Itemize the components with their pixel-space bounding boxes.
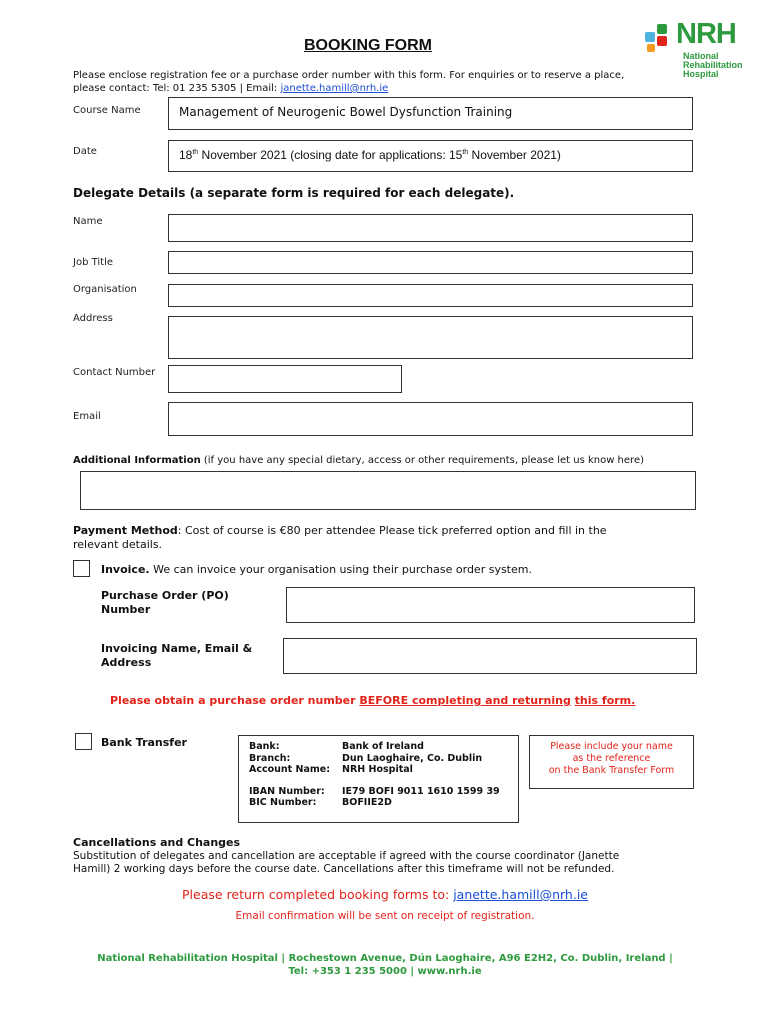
bank-key: Bank: [249,741,280,752]
bank-transfer-checkbox[interactable] [75,733,92,750]
job-title-field[interactable] [168,251,693,274]
job-title-label: Job Title [73,257,114,268]
iban-value: IE79 BOFI 9011 1610 1599 39 [342,785,500,797]
date-field[interactable] [168,140,693,172]
intro-line-2: please contact: Tel: 01 235 5305 | Email: janette.hamill@nrh.ie [73,83,389,94]
logo-sub-3: Hospital [683,69,719,79]
invoicing-details-label: Invoicing Name, Email & Address [101,642,253,669]
return-instructions: Please return completed booking forms to: janette.hamill@nrh.ie [182,887,588,902]
po-warning: Please obtain a purchase order number BEFORE completing and returning this form. [110,694,636,707]
logo-sub-1: National [683,51,719,61]
course-name-field[interactable] [168,97,693,130]
additional-info-field[interactable] [80,471,696,510]
email-confirmation-note: Email confirmation will be sent on receipt of registration. [235,910,535,922]
organisation-label: Organisation [73,284,137,295]
logo-wordmark: NRH [676,18,736,50]
nrh-logo-icon [643,22,677,54]
bank-details-box [238,735,519,823]
payment-method-text: Payment Method: Cost of course is €80 per attendee Please tick preferred option and fill in the relevant details. [73,524,607,551]
intro-line-1: Please enclose registration fee or a purchase order number with this form. For enquiries or to reserve a place, [73,70,625,81]
delegate-heading: Delegate Details (a separate form is required for each delegate). [73,186,515,200]
account-name-value: NRH Hospital [342,764,413,775]
date-value: 18th November 2021 (closing date for applications: 15th November 2021) [179,148,561,162]
po-number-label: Purchase Order (PO) Number [101,589,229,616]
branch-key: Branch: [249,752,291,764]
cancellations-heading: Cancellations and Changes [73,836,241,849]
address-field[interactable] [168,316,693,359]
account-name-key: Account Name: [249,764,331,775]
intro-email-link[interactable]: janette.hamill@nrh.ie [280,83,389,94]
return-email-link[interactable]: janette.hamill@nrh.ie [453,887,588,902]
bank-transfer-label: Bank Transfer [101,736,187,749]
footer-address: National Rehabilitation Hospital | Rochestown Avenue, Dún Laoghaire, A96 E2H2, Co. Dublin, Ireland | Tel: +353 1 235 5000 | www.nrh.ie [97,953,673,977]
date-label: Date [73,146,97,157]
cancellations-text: Substitution of delegates and cancellation are acceptable if agreed with the course coordinator (Janette Hamill) 2 working days before the course date. Cancellations after this timeframe will not be refunded. [73,850,620,875]
bic-value: BOFIIE2D [342,797,392,808]
invoice-checkbox[interactable] [73,560,90,577]
bank-value: Bank of Ireland [342,741,424,752]
additional-info-label: Additional Information (if you have any special dietary, access or other requirements, please let us know here) [73,455,644,466]
contact-number-label: Contact Number [73,367,156,378]
email-field[interactable] [168,402,693,436]
contact-number-field[interactable] [168,365,402,393]
organisation-field[interactable] [168,284,693,307]
invoice-option-label: Invoice. We can invoice your organisation using their purchase order system. [101,563,532,576]
invoicing-details-field[interactable] [283,638,697,674]
email-label: Email [73,411,101,422]
course-name-value: Management of Neurogenic Bowel Dysfunction Training [179,105,513,119]
name-label: Name [73,216,103,227]
logo-sub-2: Rehabilitation [683,60,743,70]
page-title: BOOKING FORM [304,37,432,54]
bank-reference-note: Please include your name as the reference on the Bank Transfer Form [529,735,694,789]
course-name-label: Course Name [73,105,141,116]
bic-key: BIC Number: [249,797,317,808]
iban-key: IBAN Number: [249,785,325,797]
po-number-field[interactable] [286,587,695,623]
name-field[interactable] [168,214,693,242]
address-label: Address [73,313,113,324]
branch-value: Dun Laoghaire, Co. Dublin [342,752,483,764]
